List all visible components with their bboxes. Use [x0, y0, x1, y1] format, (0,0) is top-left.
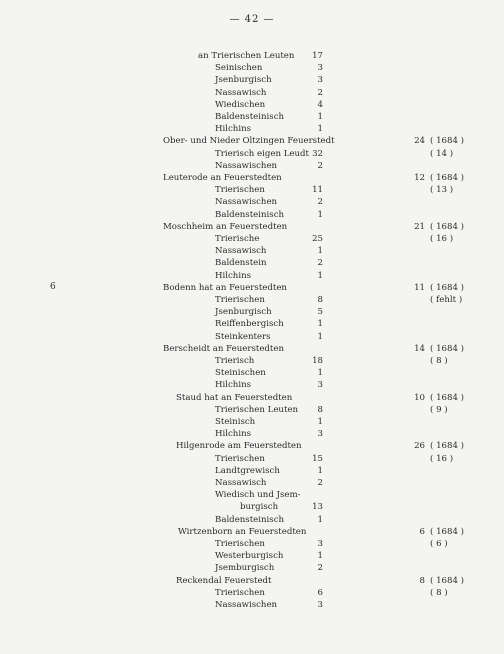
entry-count: 1 — [317, 246, 323, 256]
entry-reference: ( 1684 ) — [430, 173, 465, 183]
entry-total: 14 — [414, 344, 425, 354]
entry-label: Trierischen — [215, 185, 265, 195]
entry-count: 2 — [317, 197, 323, 207]
entry-count: 3 — [317, 75, 323, 85]
entry-label: Jsemburgisch — [215, 563, 275, 573]
entry-total: 26 — [414, 441, 425, 451]
entry-label: Hilchins — [215, 380, 252, 390]
entry-label: Nassawischen — [215, 600, 278, 610]
entry-total: 8 — [419, 576, 425, 586]
entry-count: 1 — [317, 319, 323, 329]
entry-count: 1 — [317, 466, 323, 476]
entry-label: Hilchins — [215, 124, 252, 134]
entry-count: 4 — [317, 100, 323, 110]
entry-count: 1 — [317, 271, 323, 281]
entry-label: Leuterode an Feuerstedten — [163, 173, 282, 183]
entry-reference: ( 1684 ) — [430, 136, 465, 146]
entry-total: 6 — [419, 527, 425, 537]
entry-reference: ( 8 ) — [430, 588, 448, 598]
entry-reference: ( 1684 ) — [430, 576, 465, 586]
entry-count: 2 — [317, 161, 323, 171]
entry-label: Moschheim an Feuerstedten — [163, 222, 288, 232]
entry-reference: ( 16 ) — [430, 454, 454, 464]
entry-label: burgisch — [240, 502, 279, 512]
entry-count: 1 — [317, 417, 323, 427]
entry-reference: ( 9 ) — [430, 405, 448, 415]
entry-label: Trierischen — [215, 454, 265, 464]
page-number: — 42 — — [229, 14, 275, 25]
entry-label: Wiedisch und Jsem- — [215, 490, 301, 500]
entry-label: Reiffenbergisch — [215, 319, 284, 329]
entry-label: Baldensteinisch — [215, 112, 285, 122]
entry-total: 21 — [414, 222, 425, 232]
entry-reference: ( 13 ) — [430, 185, 454, 195]
entry-count: 2 — [317, 563, 323, 573]
entry-count: 1 — [317, 210, 323, 220]
entry-count: 25 — [312, 234, 323, 244]
entry-label: Steinischen — [215, 368, 266, 378]
entry-label: Hilgenrode am Feuerstedten — [176, 441, 302, 451]
entry-count: 1 — [317, 368, 323, 378]
entry-count: 3 — [317, 380, 323, 390]
entry-label: Trierischen — [215, 588, 265, 598]
entry-label: Jsenburgisch — [215, 307, 272, 317]
entry-reference: ( 1684 ) — [430, 527, 465, 537]
entry-label: Baldenstein — [215, 258, 267, 268]
entry-label: Nassawischen — [215, 161, 278, 171]
entry-label: Trierischen Leuten — [215, 405, 299, 415]
entry-count: 1 — [317, 332, 323, 342]
entry-count: 11 — [312, 185, 323, 195]
entry-label: Trierisch eigen Leudt — [215, 149, 309, 159]
entry-label: Seinischen — [215, 63, 263, 73]
entry-label: Bodenn hat an Feuerstedten — [163, 283, 287, 293]
entry-label: Wiedischen — [215, 100, 266, 110]
entry-count: 1 — [317, 112, 323, 122]
entry-count: 6 — [317, 588, 323, 598]
entry-count: 8 — [317, 405, 323, 415]
entry-reference: ( 14 ) — [430, 149, 454, 159]
entry-label: Trierische — [215, 234, 260, 244]
entry-count: 15 — [312, 454, 323, 464]
entry-label: Jsenburgisch — [215, 75, 272, 85]
entry-label: an Trierischen Leuten — [198, 51, 295, 61]
entry-label: Ober- und Nieder Oltzingen Feuerstedt — [163, 136, 335, 146]
entry-reference: ( 1684 ) — [430, 344, 465, 354]
entry-count: 5 — [317, 307, 323, 317]
entry-label: Hilchins — [215, 271, 252, 281]
entry-reference: ( 1684 ) — [430, 441, 465, 451]
entry-total: 24 — [414, 136, 425, 146]
entry-total: 12 — [414, 173, 425, 183]
entry-label: Staud hat an Feuerstedten — [176, 393, 293, 403]
entry-label: Berscheidt an Feuerstedten — [163, 344, 285, 354]
entry-reference: ( 1684 ) — [430, 393, 465, 403]
entry-label: Trierisch — [215, 356, 255, 366]
entry-label: Landtgrewisch — [215, 466, 280, 476]
entry-count: 1 — [317, 515, 323, 525]
entry-label: Steinkenters — [215, 332, 271, 342]
entry-reference: ( 1684 ) — [430, 222, 465, 232]
entry-total: 10 — [414, 393, 425, 403]
entry-reference: ( 6 ) — [430, 539, 448, 549]
entry-count: 3 — [317, 63, 323, 73]
entry-count: 3 — [317, 429, 323, 439]
entry-label: Nassawischen — [215, 197, 278, 207]
entry-count: 18 — [312, 356, 323, 366]
entry-count: 3 — [317, 539, 323, 549]
entry-count: 1 — [317, 551, 323, 561]
entry-label: Hilchins — [215, 429, 252, 439]
entry-count: 13 — [312, 502, 323, 512]
entry-label: Westerburgisch — [215, 551, 284, 561]
entry-label: Baldensteinisch — [215, 210, 285, 220]
entry-total: 11 — [414, 283, 425, 293]
entry-label: Steinisch — [215, 417, 256, 427]
entry-count: 17 — [312, 51, 323, 61]
entry-reference: ( 16 ) — [430, 234, 454, 244]
entry-label: Nassawisch — [215, 478, 267, 488]
margin-note: 6 — [50, 282, 56, 292]
entry-reference: ( fehlt ) — [430, 295, 463, 305]
entry-count: 1 — [317, 124, 323, 134]
entry-label: Reckendal Feuerstedt — [176, 576, 272, 586]
entry-label: Trierischen — [215, 295, 265, 305]
entry-label: Nassawisch — [215, 88, 267, 98]
entry-label: Trierischen — [215, 539, 265, 549]
entry-label: Wirtzenborn an Feuerstedten — [178, 527, 307, 537]
entry-reference: ( 8 ) — [430, 356, 448, 366]
entry-label: Nassawisch — [215, 246, 267, 256]
entry-reference: ( 1684 ) — [430, 283, 465, 293]
entry-count: 2 — [317, 478, 323, 488]
entry-label: Baldensteinisch — [215, 515, 285, 525]
entry-count: 32 — [312, 149, 323, 159]
entry-count: 2 — [317, 88, 323, 98]
entry-count: 2 — [317, 258, 323, 268]
entry-count: 3 — [317, 600, 323, 610]
entry-count: 8 — [317, 295, 323, 305]
